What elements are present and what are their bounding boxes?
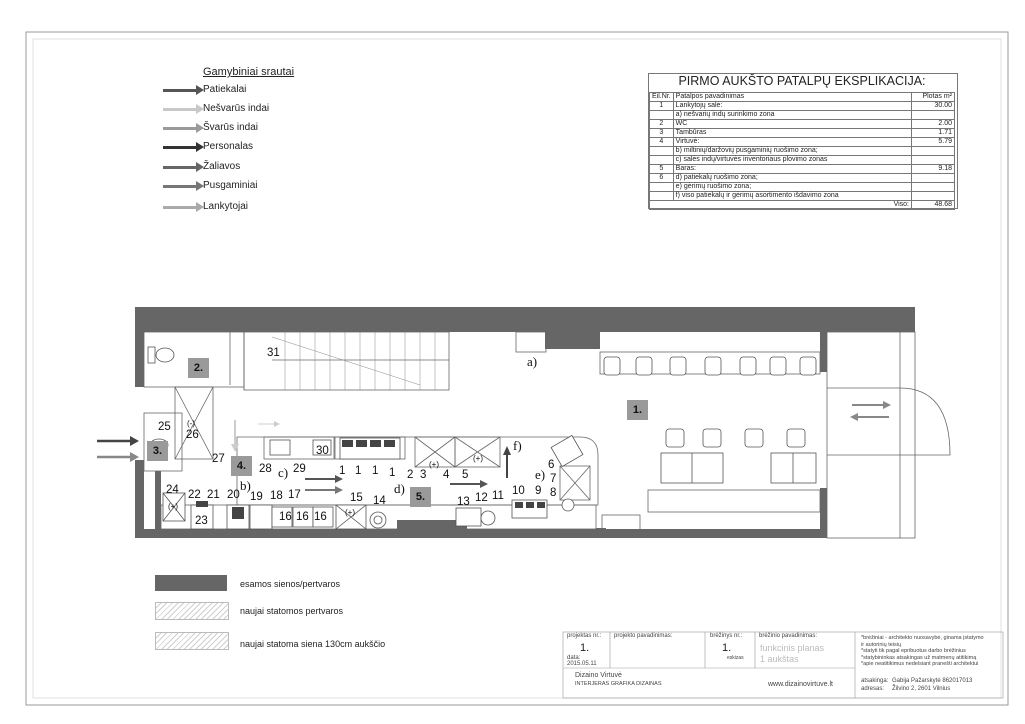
equipment-number: 13 — [457, 496, 470, 508]
tb-sketch-label: eskizas — [727, 655, 744, 661]
equipment-number: 22 — [188, 489, 201, 501]
flow-legend-label: Patiekalai — [203, 84, 247, 95]
explication-cell: Eil.Nr. — [650, 93, 674, 102]
tb-drawing-name-1: funkcinis planas — [760, 643, 825, 653]
explication-cell: 3 — [650, 129, 674, 138]
tb-project-no: 1. — [580, 642, 590, 654]
equipment-number: 26 — [186, 429, 199, 441]
equipment-number: 3 — [420, 469, 427, 481]
equipment-number: 7 — [550, 473, 557, 485]
equipment-number: 4 — [443, 469, 450, 481]
explication-cell: d) patiekalų ruošimo zona; — [673, 174, 911, 183]
room-tag-5: 5. — [410, 487, 431, 507]
explication-cell: WC — [673, 120, 911, 129]
flow-legend-title: Gamybiniai srautai — [203, 66, 295, 78]
explication-cell: Plotas m² — [912, 93, 955, 102]
room-tag-1: 1. — [627, 400, 648, 420]
tb-date-label: data: — [567, 655, 581, 661]
tb-address: Žilvino 2, 2601 Vilnius — [892, 686, 951, 692]
zone-b: b) — [240, 478, 251, 493]
room-tag-2: 2. — [188, 358, 209, 378]
label-existing-walls: esamos sienos/pertvaros — [240, 579, 341, 589]
explication-cell: a) nešvarių indų surinkimo zona — [673, 111, 911, 120]
zone-a: a) — [527, 354, 538, 369]
explication-cell: c) salės indų/virtuvės inventoriaus plovimo zonas — [673, 156, 911, 165]
tb-drawing-name-label: brėžinio pavadinimas: — [759, 633, 818, 639]
explication-title: PIRMO AUKŠTO PATALPŲ EKSPLIKACIJA: — [678, 74, 926, 88]
flow-legend-label: Pusgaminiai — [203, 180, 258, 191]
equipment-number: 15 — [350, 492, 363, 504]
room-tag-4: 4. — [231, 456, 252, 476]
tb-note-line: *statybininkas atsakingas už matmenų atitikimą — [861, 654, 977, 661]
equipment-number: 28 — [259, 463, 272, 475]
explication-cell: Baras: — [673, 165, 911, 174]
tb-responsible: Gabija Pažarskytė 862017013 — [892, 678, 973, 684]
equipment-number: 23 — [195, 515, 208, 527]
zone-d: d) — [394, 481, 405, 496]
equipment-number: 1 — [339, 465, 346, 477]
explication-cell: Patalpos pavadinimas — [673, 93, 911, 102]
explication-cell: 9.18 — [912, 165, 955, 174]
zone-c: c) — [278, 465, 289, 480]
tb-note-line: ir autorinių teisių — [861, 641, 902, 648]
symbol-plus-3: (+) — [345, 508, 355, 517]
equipment-number: 5 — [462, 469, 469, 481]
flow-legend-label: Švarūs indai — [203, 122, 259, 133]
equipment-number: 8 — [550, 487, 557, 499]
tb-note-line: *apie neatitikimus nedelsiant pranešti architektui — [861, 661, 979, 667]
symbol-plus-1: (+) — [429, 460, 439, 469]
equipment-number: 29 — [293, 463, 306, 475]
explication-cell: Virtuvė: — [673, 138, 911, 147]
label-new-wall-130: naujai statoma siena 130cm aukščio — [240, 639, 386, 649]
explication-cell: 1.71 — [912, 129, 955, 138]
equipment-number: 10 — [512, 485, 525, 497]
equipment-number: 31 — [267, 347, 280, 359]
zone-e: e) — [535, 467, 546, 482]
symbol-plus-2: (+) — [473, 454, 483, 463]
equipment-number: 12 — [475, 492, 488, 504]
explication-cell: 1 — [650, 102, 674, 111]
tb-drawing-no-label: brėžinys nr.: — [710, 633, 743, 639]
tb-website: www.dizainovirtuve.lt — [768, 681, 833, 688]
explication-cell: 6 — [650, 174, 674, 183]
explication-total-label: Viso: — [650, 201, 912, 210]
equipment-number: 1 — [389, 467, 396, 479]
explication-cell: e) gėrimų ruošimo zona; — [673, 183, 911, 192]
equipment-number: 16 — [314, 511, 327, 523]
equipment-number: 1 — [372, 465, 379, 477]
explication-cell: 5.79 — [912, 138, 955, 147]
flow-legend-label: Lankytojai — [203, 201, 249, 212]
symbol-minus: (-) — [187, 419, 195, 428]
explication-cell: 2 — [650, 120, 674, 129]
explication-cell: b) miltinių/daržovių pusgaminių ruošimo zona; — [673, 147, 911, 156]
explication-total-value: 48.68 — [912, 201, 955, 210]
flow-legend-label: Nešvarūs indai — [203, 103, 270, 114]
tb-address-label: adresas: — [861, 686, 885, 692]
explication-cell: 4 — [650, 138, 674, 147]
equipment-number: 25 — [158, 421, 171, 433]
equipment-number: 18 — [270, 490, 283, 502]
flow-legend-label: Žaliavos — [203, 161, 241, 172]
symbol-plus-4: (+) — [168, 502, 178, 511]
tb-company-sub: INTERJERAS GRAFIKA DIZAINAS — [575, 681, 662, 687]
equipment-number: 9 — [535, 485, 542, 497]
flow-legend-label: Personalas — [203, 141, 254, 152]
tb-drawing-name-2: 1 aukštas — [760, 654, 799, 664]
equipment-number: 24 — [166, 484, 179, 496]
equipment-number: 11 — [492, 490, 504, 502]
explication-cell: 2.00 — [912, 120, 955, 129]
room-tag-3: 3. — [147, 441, 168, 461]
explication-cell: f) viso patiekalų ir gėrimų asortimento išdavimo zona — [673, 192, 911, 201]
explication-cell: 30.00 — [912, 102, 955, 111]
tb-date: 2015.05.11 — [567, 661, 597, 667]
equipment-number: 17 — [288, 489, 301, 501]
explication-cell: Lankytojų salė: — [673, 102, 911, 111]
tb-responsible-label: atsakinga: — [861, 678, 889, 684]
tb-note-line: *brėžiniai - architekto nuosavybė, ginama įstatymo — [861, 635, 984, 641]
equipment-number: 16 — [279, 511, 292, 523]
zone-f: f) — [513, 438, 522, 453]
explication-cell: 5 — [650, 165, 674, 174]
equipment-number: 20 — [227, 489, 240, 501]
tb-note-line: *statyti tik pagal epribuotus darbo brėžinius — [861, 648, 966, 654]
equipment-number: 2 — [407, 469, 414, 481]
label-new-partitions: naujai statomos pertvaros — [240, 606, 344, 616]
tb-project-name-label: projekto pavadinimas: — [614, 633, 673, 639]
equipment-number: 19 — [250, 491, 263, 503]
equipment-number: 16 — [296, 511, 309, 523]
equipment-number: 21 — [207, 489, 220, 501]
explication-cell: Tambūras — [673, 129, 911, 138]
equipment-number: 27 — [212, 453, 225, 465]
tb-drawing-no: 1. — [722, 642, 732, 654]
equipment-number: 1 — [355, 465, 362, 477]
equipment-number: 30 — [316, 445, 329, 457]
tb-project-no-label: projektas nr.: — [567, 633, 602, 639]
equipment-number: 6 — [548, 459, 555, 471]
tb-company: Dizaino Virtuvė — [575, 672, 622, 679]
equipment-number: 14 — [373, 495, 386, 507]
